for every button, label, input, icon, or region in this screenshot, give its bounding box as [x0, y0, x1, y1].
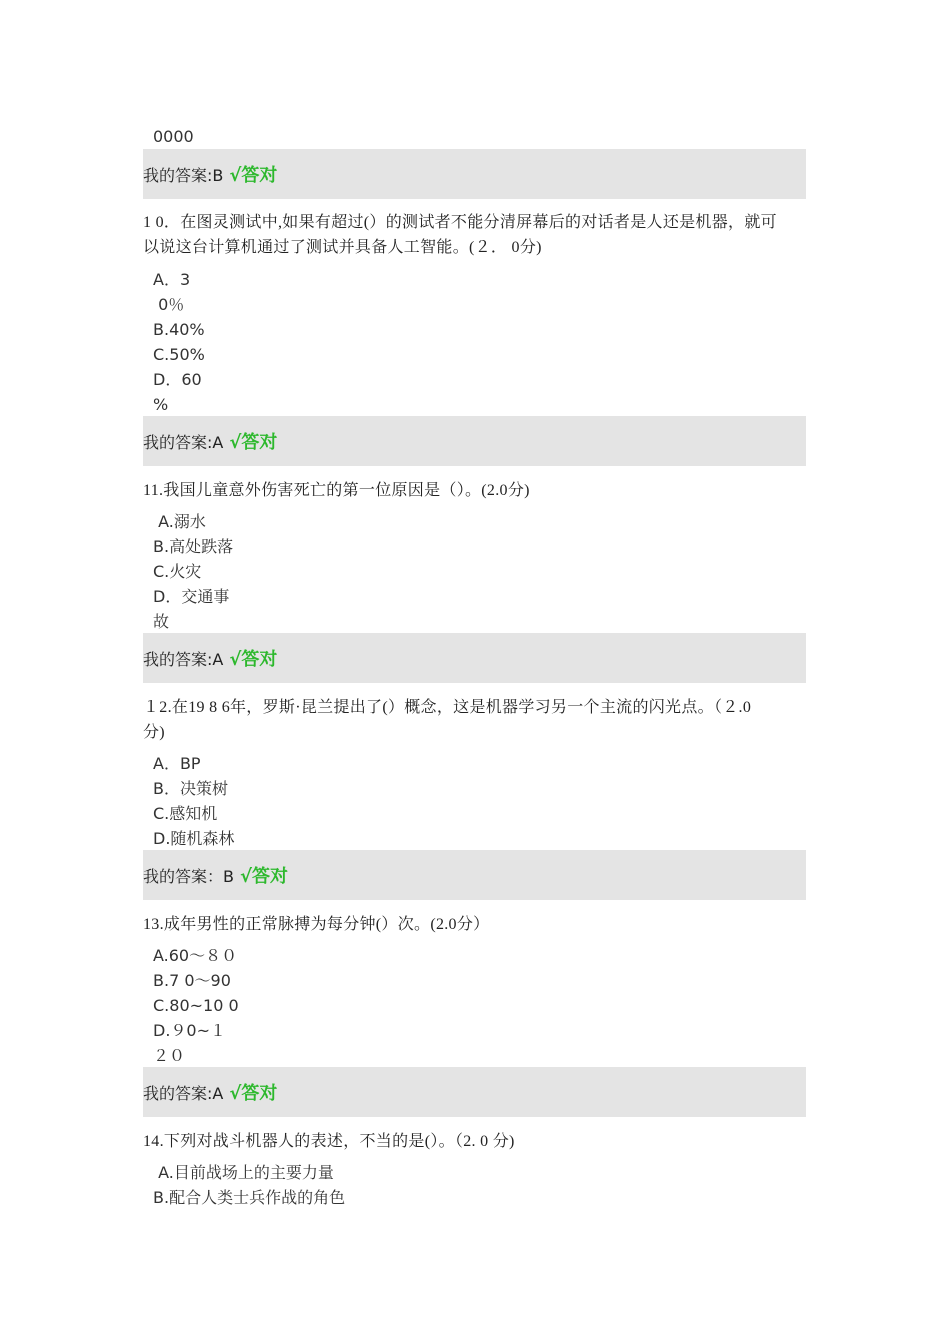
answer-bar-9 — [143, 149, 806, 199]
question-12-text — [143, 695, 806, 745]
question-13-text — [143, 912, 806, 937]
correct-mark: √答对 — [229, 1083, 278, 1104]
option: C.火灾 — [153, 562, 202, 581]
answer-label: 我的答案:A — [143, 1083, 224, 1103]
question-line: 11.我国儿童意外伤害死亡的第一位原因是（）。(2.0分) — [143, 482, 530, 499]
option-fragment: 0000 — [153, 127, 194, 146]
answer-bar-10 — [143, 416, 806, 466]
answer-label: 我的答案:A — [143, 649, 224, 669]
question-10-text — [143, 210, 806, 260]
answer-label: 我的答案:A — [143, 432, 224, 452]
question-line: 以说这台计算机通过了测试并具备人工智能。(２． 0分) — [143, 239, 542, 256]
option: D.随机森林 — [153, 829, 235, 848]
option: B.7 0～90 — [153, 971, 231, 990]
answer-bar-13 — [143, 1067, 806, 1117]
option: C.50% — [153, 345, 205, 364]
option: 故 — [153, 612, 170, 631]
correct-mark: √答对 — [229, 432, 278, 453]
question-14-text — [143, 1129, 806, 1154]
option: D．60 — [153, 370, 202, 389]
option: C.感知机 — [153, 804, 218, 823]
answer-label: 我的答案:B — [143, 165, 224, 185]
option: A.溺水 — [153, 512, 206, 531]
option: 0％ — [153, 295, 185, 314]
answer-bar-12 — [143, 850, 806, 900]
option: D.９0~１ — [153, 1021, 226, 1040]
question-line: 13.成年男性的正常脉搏为每分钟(）次。(2.0分） — [143, 916, 490, 933]
question-line: 分) — [143, 724, 165, 741]
option: B．决策树 — [153, 779, 228, 798]
option: D．交通事 — [153, 587, 230, 606]
option: C.80~10 0 — [153, 996, 239, 1015]
correct-mark: √答对 — [229, 649, 278, 670]
question-line: 14.下列对战斗机器人的表述，不当的是(）。（2. 0 分) — [143, 1133, 515, 1150]
option: A．3 — [153, 270, 191, 289]
option: B.配合人类士兵作战的角色 — [153, 1188, 346, 1207]
question-line: 1 0．在图灵测试中,如果有超过(）的测试者不能分清屏幕后的对话者是人还是机器，就可 — [143, 214, 777, 231]
question-11-text — [143, 478, 806, 503]
option: % — [153, 395, 169, 414]
option: B.高处跌落 — [153, 537, 234, 556]
option: B.40% — [153, 320, 205, 339]
option: A.目前战场上的主要力量 — [153, 1163, 334, 1182]
question-line: １2.在19 8 6年，罗斯·昆兰提出了(）概念，这是机器学习另一个主流的闪光点。（２.0 — [143, 699, 752, 716]
option: ２０ — [153, 1046, 186, 1065]
answer-bar-11 — [143, 633, 806, 683]
correct-mark: √答对 — [229, 165, 278, 186]
correct-mark: √答对 — [239, 866, 288, 887]
option: A．BP — [153, 754, 201, 773]
option: A.60～８０ — [153, 946, 238, 965]
answer-label: 我的答案：B — [143, 866, 234, 886]
